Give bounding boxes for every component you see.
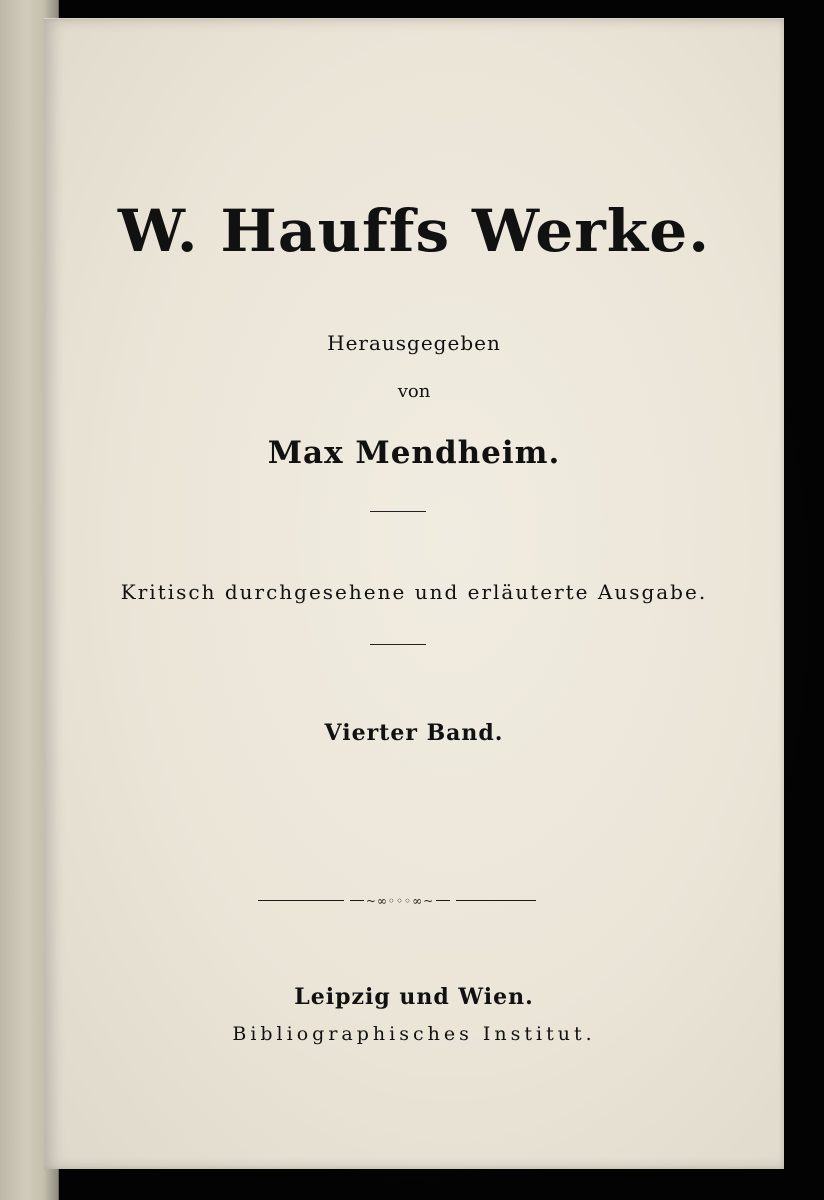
- editor-name: Max Mendheim.: [267, 435, 561, 471]
- title-page: [44, 18, 784, 1169]
- divider-rule-middle: [370, 644, 426, 645]
- volume-label: Vierter Band.: [324, 720, 504, 746]
- ornament-line-right-short: [436, 900, 450, 901]
- publisher-name: Bibliographisches Institut.: [232, 1023, 596, 1045]
- publication-place: Leipzig und Wien.: [294, 984, 534, 1010]
- editor-label: Herausgegeben: [327, 331, 501, 355]
- ornament-line-left: [258, 900, 344, 901]
- ornament-center-icon: ~∞◦◦◦∞~: [365, 894, 435, 908]
- ornament-line-right: [456, 900, 536, 901]
- book-title: W. Hauffs Werke.: [117, 197, 711, 265]
- edition-subtitle: Kritisch durchgesehene und erläuterte Ausgabe.: [120, 580, 708, 604]
- ornament-line-left-short: [350, 900, 364, 901]
- editor-preposition: von: [397, 381, 431, 402]
- divider-rule-top: [370, 511, 426, 512]
- ornament-divider: [258, 892, 536, 910]
